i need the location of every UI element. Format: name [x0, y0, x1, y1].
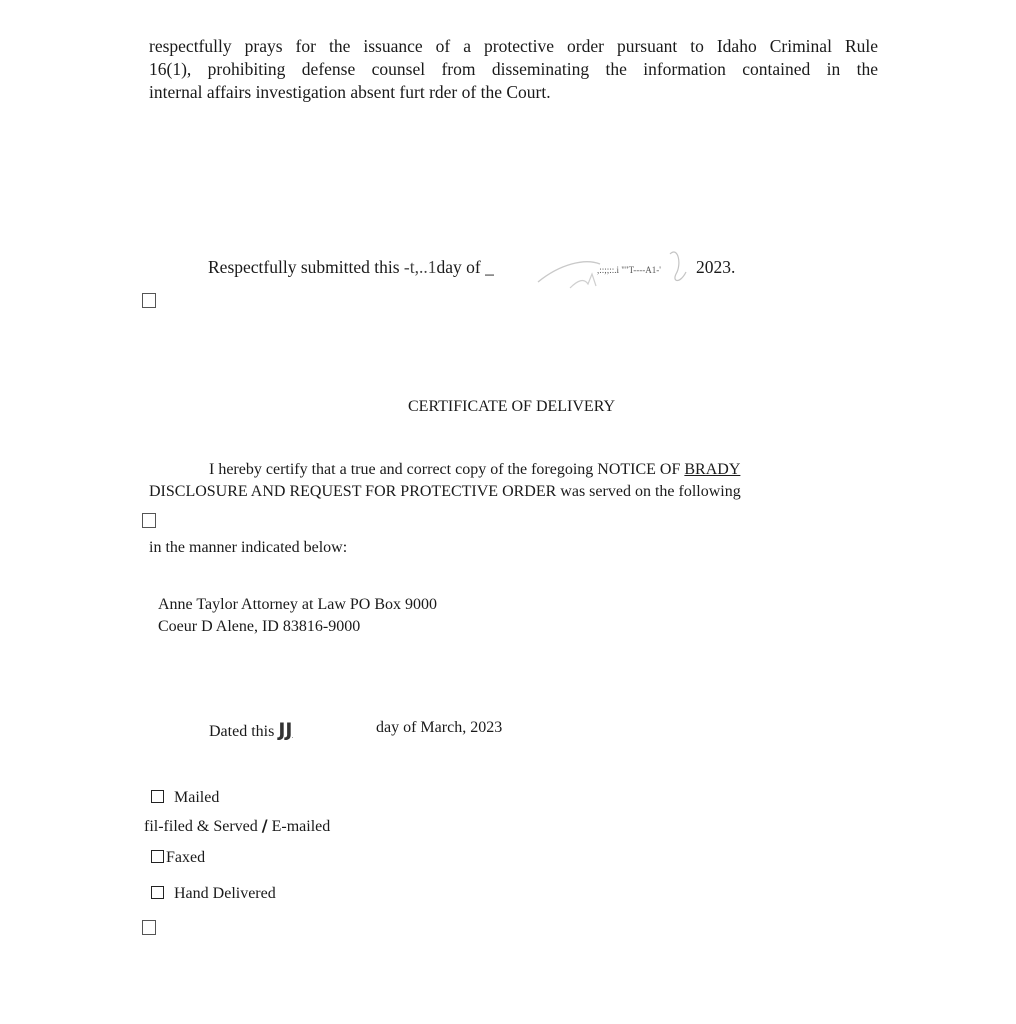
delivery-faxed [151, 849, 205, 867]
efiled-slash: / [261, 816, 268, 835]
dated-day: JJ [278, 719, 293, 741]
certificate-line-3: in the manner indicated below: [149, 539, 348, 556]
submission-prefix: Respectfully submitted this [208, 257, 400, 277]
dated-prefix-text: Dated this [209, 723, 275, 740]
certificate-line-1-text: I hereby certify that a true and correct copy of the foregoing NOTICE OF [209, 461, 681, 478]
delivery-hand [151, 885, 276, 903]
submission-line [208, 257, 494, 278]
certificate-line-1 [209, 461, 740, 479]
prayer-paragraph [149, 35, 878, 104]
prayer-line-1: respectfully prays for the issuance of a protective order pursuant to Idaho Criminal Rule [149, 36, 878, 56]
hand-delivered-checkbox[interactable] [151, 886, 164, 899]
recipient-line-2: Coeur D Alene, ID 83816-9000 [158, 618, 361, 635]
recipient-line-1: Anne Taylor Attorney at Law PO Box 9000 [158, 596, 437, 613]
efiled-suffix: E-mailed [271, 818, 331, 835]
delivery-mailed [151, 789, 219, 807]
prayer-line-2: 16(1), prohibiting defense counsel from disseminating the information contained in the [149, 59, 878, 79]
mailed-checkbox[interactable] [151, 790, 164, 803]
faxed-checkbox[interactable] [151, 850, 164, 863]
faxed-label: Faxed [166, 849, 206, 866]
hand-delivered-label: Hand Delivered [174, 885, 276, 902]
empty-box-2 [142, 513, 156, 528]
certificate-heading: CERTIFICATE OF DELIVERY [408, 398, 616, 415]
certificate-line-2: DISCLOSURE AND REQUEST FOR PROTECTIVE ORDER was served on the following [149, 483, 741, 500]
mailed-label: Mailed [174, 789, 220, 806]
submission-day-scrawl: -t,..1 [403, 257, 437, 277]
submission-year: 2023. [696, 257, 736, 277]
certificate-brady-underlined: BRADY [684, 461, 741, 478]
dated-prefix [209, 719, 292, 741]
empty-box-1 [142, 293, 156, 308]
submission-day-of: day of _ [436, 257, 494, 277]
empty-box-3 [142, 920, 156, 935]
efiled-prefix: fil-filed & Served [144, 818, 258, 835]
delivery-efiled [144, 816, 330, 836]
dated-suffix: day of March, 2023 [376, 719, 503, 736]
prayer-line-3: internal affairs investigation absent furt rder of the Court. [149, 82, 551, 102]
signature-noise: ,::;;::.i ""T----A1-' [597, 265, 661, 275]
